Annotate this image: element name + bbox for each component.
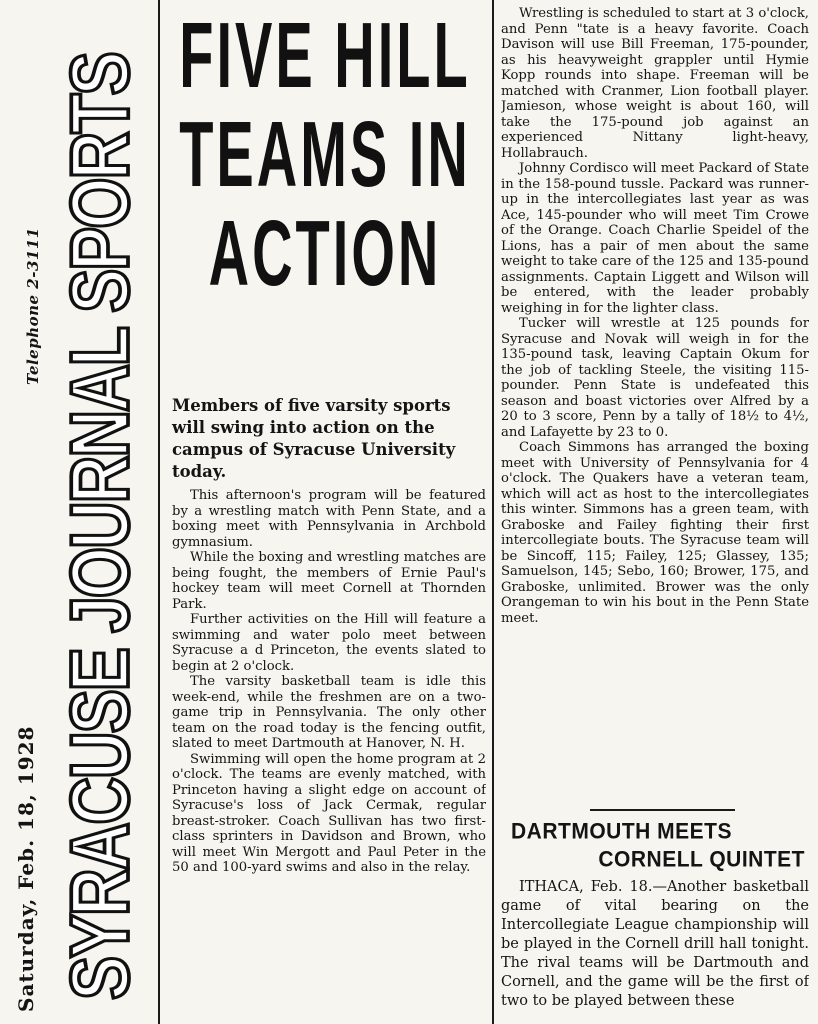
continued-story-body <box>501 6 809 806</box>
column-rule-left <box>158 0 160 1024</box>
headline-line-1: FIVE HILL <box>179 2 471 107</box>
headline-line-2: TEAMS IN <box>179 101 471 206</box>
section-divider <box>590 809 735 811</box>
story-paragraph: ITHACA, Feb. 18.—Another basketball game of vital bearing on the Intercollegiate League championship will be played in the Cornell drill hall tonight. The rival teams will be Dartmouth and Cornell, and the game will be the first of two to be played between these <box>501 879 809 1009</box>
second-headline-line-1: DARTMOUTH MEETS <box>511 819 732 844</box>
story-paragraph: Johnny Cordisco will meet Packard of State in the 158-pound tussle. Packard was runner-up in the intercollegiates last year as was Ace, 145-pounder who will meet Tim Crowe of the Orange. Coach Charlie Speidel of the Lions, has a pair of men about the same weight to take care of the 125 and 135-pound assignments. Captain Liggett and Wilson will be entered, with the leader probably weighing in for the lighter class. <box>501 161 809 316</box>
story-paragraph: Coach Simmons has arranged the boxing meet with University of Pennsylvania for 4 o'clock. The Quakers have a veteran team, which will act as host to the intercollegiates this winter. Simmons has a green team, with Graboske and Failey fighting their first intercollegiate bouts. The Syracuse team will be Sincoff, 115; Failey, 125; Glassey, 135; Samuelson, 145; Sebo, 160; Brower, 175, and Graboske, unlimited. Brower was the only Orangeman to win his bout in the Penn State meet. <box>501 440 809 626</box>
masthead-sidebar <box>0 0 160 1024</box>
story-paragraph: The varsity basketball team is idle this week-end, while the freshmen are on a two-game trip in Pennsylvania. The only other team on the road today is the fencing outfit, slated to meet Dartmouth at Hanover, N. H. <box>172 674 486 751</box>
column-rule-middle <box>492 0 494 1024</box>
story-paragraph: Tucker will wrestle at 125 pounds for Syracuse and Novak will weigh in for the 135-pound task, leaving Captain Okum for the job of tackling Steele, the visiting 115-pounder. Penn State is undefeated this season and boast victories over Alfred by a 20 to 3 score, Penn by a tally of 18½ to 4½, and Lafayette by 23 to 0. <box>501 316 809 440</box>
lede-text: Members of five varsity sports will swing into action on the campus of Syracuse University today. <box>172 396 456 481</box>
second-headline-line-2: CORNELL QUINTET <box>598 847 805 872</box>
main-story-body <box>172 488 486 876</box>
headline-line-3: ACTION <box>208 200 442 305</box>
lede-paragraph <box>172 395 486 483</box>
story-paragraph: This afternoon's program will be featured by a wrestling match with Penn State, and a boxing meet with Pennsylvania in Archbold gymnasium. <box>172 488 486 550</box>
main-headline <box>166 2 484 305</box>
story-paragraph: Further activities on the Hill will feature a swimming and water polo meet between Syracuse a d Princeton, the events slated to begin at 2 o'clock. <box>172 612 486 674</box>
story-paragraph: Swimming will open the home program at 2 o'clock. The teams are evenly matched, with Princeton having a slight edge on account of Syracuse's loss of Jack Cermak, regular breast-stroker. Coach Sullivan has two first-class sprinters in Davidson and Brown, who will meet Win Mergott and Paul Peter in the 50 and 100-yard swims and also in the relay. <box>172 751 486 875</box>
second-story-body <box>501 878 809 1024</box>
masthead-title: SYRACUSE JOURNAL SPORTS <box>53 53 146 1000</box>
story-paragraph: Wrestling is scheduled to start at 3 o'clock, and Penn "tate is a heavy favorite. Coach Davison will use Bill Freeman, 175-pounder, as his heavyweight grappler until Hymie Kopp rounds into shape. Freeman will be matched with Cranmer, Lion football player. Jamieson, whose weight is about 160, will take the 175-pound job against an experienced Nittany light-heavy, Hollabrauch. <box>501 6 809 161</box>
story-paragraph: While the boxing and wrestling matches are being fought, the members of Ernie Paul's hockey team will meet Cornell at Thornden Park. <box>172 550 486 612</box>
issue-date: Saturday, Feb. 18, 1928 <box>14 725 38 1012</box>
telephone-number: Telephone 2-3111 <box>24 227 42 385</box>
